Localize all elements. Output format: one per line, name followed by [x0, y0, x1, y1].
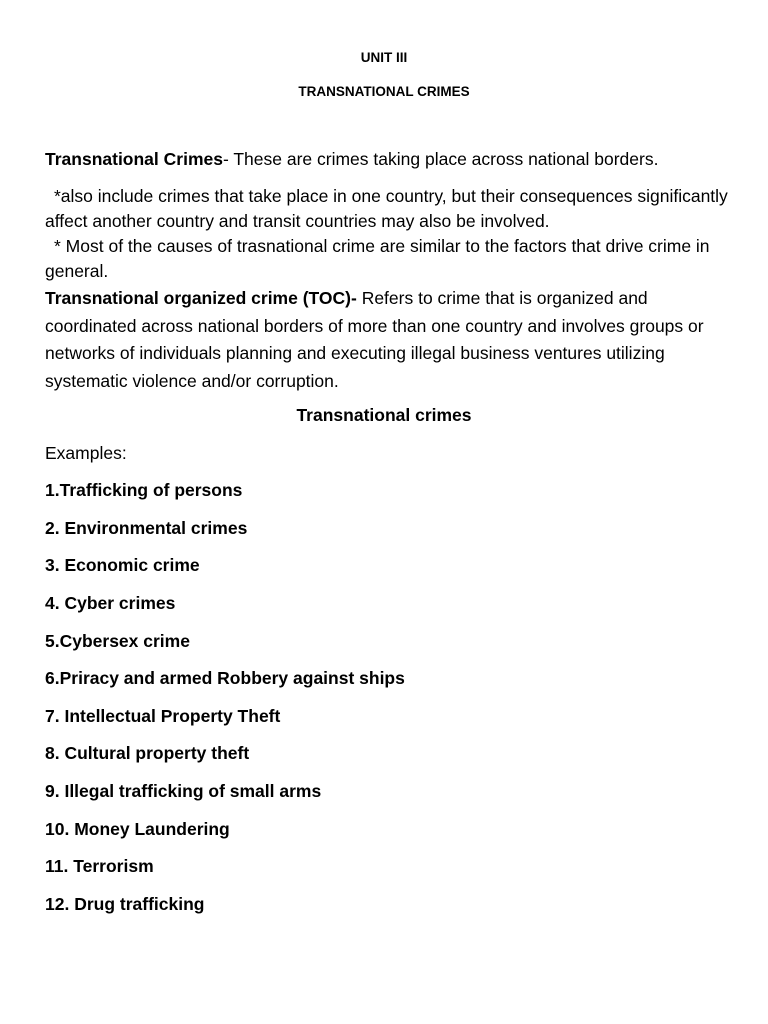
example-item: 12. Drug trafficking — [45, 894, 205, 914]
example-item: 5.Cybersex crime — [45, 631, 190, 651]
toc-term: Transnational organized crime (TOC)- — [45, 288, 357, 308]
definition-term: Transnational Crimes — [45, 149, 223, 169]
examples-label: Examples: — [45, 443, 127, 463]
definition-paragraph — [45, 147, 735, 173]
example-item: 6.Priracy and armed Robbery against ships — [45, 668, 405, 688]
example-item: 10. Money Laundering — [45, 819, 230, 839]
definition-note-1 — [45, 184, 735, 234]
unit-title: UNIT III — [360, 50, 408, 65]
definition-note-1-text: *also include crimes that take place in one country, but their consequences significantly affect another country and transit countries may also be involved. — [45, 186, 728, 231]
definition-note-2-text: * Most of the causes of trasnational crime are similar to the factors that drive crime in general. — [45, 236, 710, 281]
example-item: 8. Cultural property theft — [45, 743, 250, 763]
example-item: 11. Terrorism — [45, 856, 154, 876]
toc-paragraph — [45, 285, 735, 395]
document-title: TRANSNATIONAL CRIMES — [298, 84, 470, 99]
definition-note-2 — [45, 234, 735, 284]
toc-text: Refers to crime that is organized and coordinated across national borders of more than one country and involves groups or networks of individuals planning and executing illegal business ventures utilizing systematic violence and/or corruption. — [45, 288, 704, 391]
example-item: 9. Illegal trafficking of small arms — [45, 781, 322, 801]
example-item: 2. Environmental crimes — [45, 518, 248, 538]
section-heading: Transnational crimes — [296, 405, 472, 425]
example-item: 7. Intellectual Property Theft — [45, 706, 281, 726]
example-item: 3. Economic crime — [45, 555, 200, 575]
example-item: 4. Cyber crimes — [45, 593, 176, 613]
definition-text: - These are crimes taking place across national borders. — [222, 149, 659, 169]
example-item: 1.Trafficking of persons — [45, 480, 243, 500]
